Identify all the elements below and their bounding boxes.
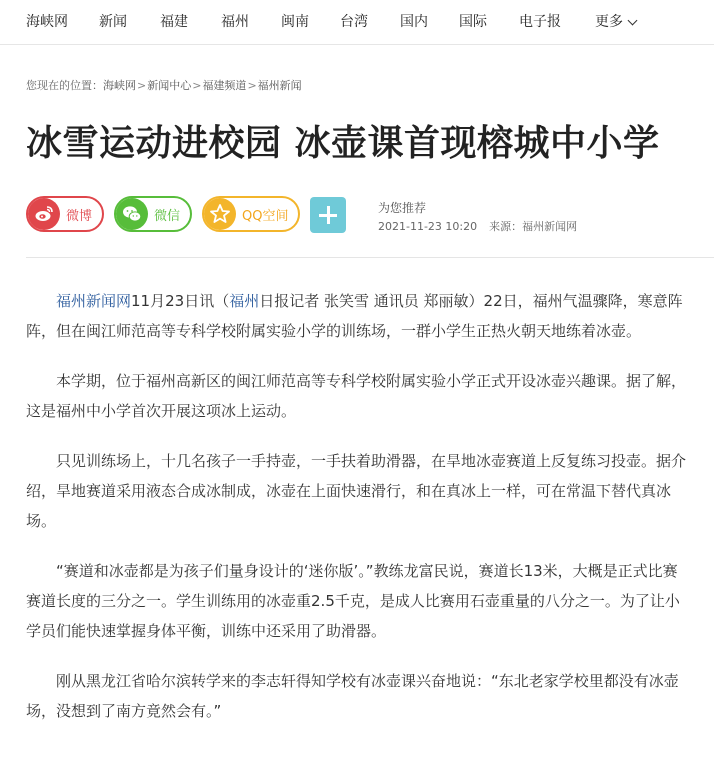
top-nav [0, 0, 714, 45]
share-wechat-label: 微信 [154, 208, 181, 224]
plus-icon [319, 206, 337, 224]
article-meta [378, 218, 577, 234]
breadcrumb-link-fuzhou-news[interactable]: 福州新闻 [257, 79, 302, 92]
paragraph: 刚从黑龙江省哈尔滨转学来的李志轩得知学校有冰壶课兴奋地说：“东北老家学校里都没有冰壶场，没想到了南方竟然会有。” [26, 672, 679, 720]
breadcrumb [26, 77, 302, 93]
chevron-down-icon [628, 15, 638, 25]
nav-item-international[interactable]: 国际 [459, 14, 487, 30]
paragraph [26, 286, 688, 346]
article-body [26, 286, 688, 746]
breadcrumb-link-news-center[interactable]: 新闻中心 [147, 79, 192, 92]
publish-datetime: 2021-11-23 10:20 [378, 220, 478, 233]
nav-item-home[interactable]: 海峡网 [26, 14, 68, 30]
nav-item-minnan[interactable]: 闽南 [281, 14, 309, 30]
breadcrumb-separator: > [247, 79, 257, 92]
paragraph: 本学期，位于福州高新区的闽江师范高等专科学校附属实验小学正式开设冰壶兴趣课。据了解，这是福州中小学首次开展这项冰上运动。 [26, 372, 687, 420]
share-weibo-label: 微博 [66, 208, 93, 224]
share-wechat-button[interactable] [114, 196, 192, 232]
share-weibo-button[interactable] [26, 196, 104, 232]
share-qzone-label: QQ空间 [242, 208, 289, 224]
breadcrumb-separator: > [137, 79, 147, 92]
nav-item-domestic[interactable]: 国内 [400, 14, 428, 30]
breadcrumb-link-fujian-channel[interactable]: 福建频道 [202, 79, 247, 92]
nav-more-label: 更多 [595, 14, 623, 30]
article-title: 冰雪运动进校园 冰壶课首现榕城中小学 [26, 123, 660, 164]
weibo-icon [28, 198, 60, 230]
breadcrumb-separator: > [192, 79, 202, 92]
qzone-star-icon [204, 198, 236, 230]
breadcrumb-link-home[interactable]: 海峡网 [103, 79, 136, 92]
nav-item-taiwan[interactable]: 台湾 [340, 14, 368, 30]
nav-item-news[interactable]: 新闻 [99, 14, 127, 30]
divider [26, 257, 714, 258]
paragraph: “赛道和冰壶都是为孩子们量身设计的‘迷你版’。”教练龙富民说，赛道长13米，大概是正式比赛赛道长度的三分之一。学生训练用的冰壶重2.5千克，是成人比赛用石壶重量的八分之一。为了让小学员们能快速掌握身体平衡，训练中还采用了助滑器。 [26, 562, 680, 640]
nav-more-menu[interactable] [595, 0, 636, 44]
recommend-label[interactable]: 为您推荐 [378, 201, 427, 215]
fuzhou-link[interactable]: 福州 [229, 292, 260, 310]
paragraph: 只见训练场上，十几名孩子一手持壶，一手扶着助滑器，在旱地冰壶赛道上反复练习投壶。据介绍，旱地赛道采用液态合成冰制成，冰壶在上面快速滑行，和在真冰上一样，可在常温下替代真冰场。 [26, 452, 687, 530]
share-more-button[interactable] [310, 197, 346, 233]
share-qzone-button[interactable] [202, 196, 300, 232]
nav-item-epaper[interactable]: 电子报 [519, 14, 561, 30]
paragraph-text: 日报记者 张笑雪 通讯员 郑丽敏）22日，福州气温骤降，寒意阵阵，但在闽江师范高等专科学校附属实验小学的训练场，一群小学生正热火朝天地练着冰壶。 [26, 292, 683, 340]
wechat-icon [116, 198, 148, 230]
article-source: 来源：福州新闻网 [489, 220, 578, 233]
nav-item-fujian[interactable]: 福建 [160, 14, 188, 30]
breadcrumb-prefix: 您现在的位置： [26, 79, 103, 92]
source-link[interactable]: 福州新闻网 [56, 292, 132, 310]
nav-item-fuzhou[interactable]: 福州 [221, 14, 249, 30]
paragraph-text: 11月23日讯（ [131, 292, 230, 310]
